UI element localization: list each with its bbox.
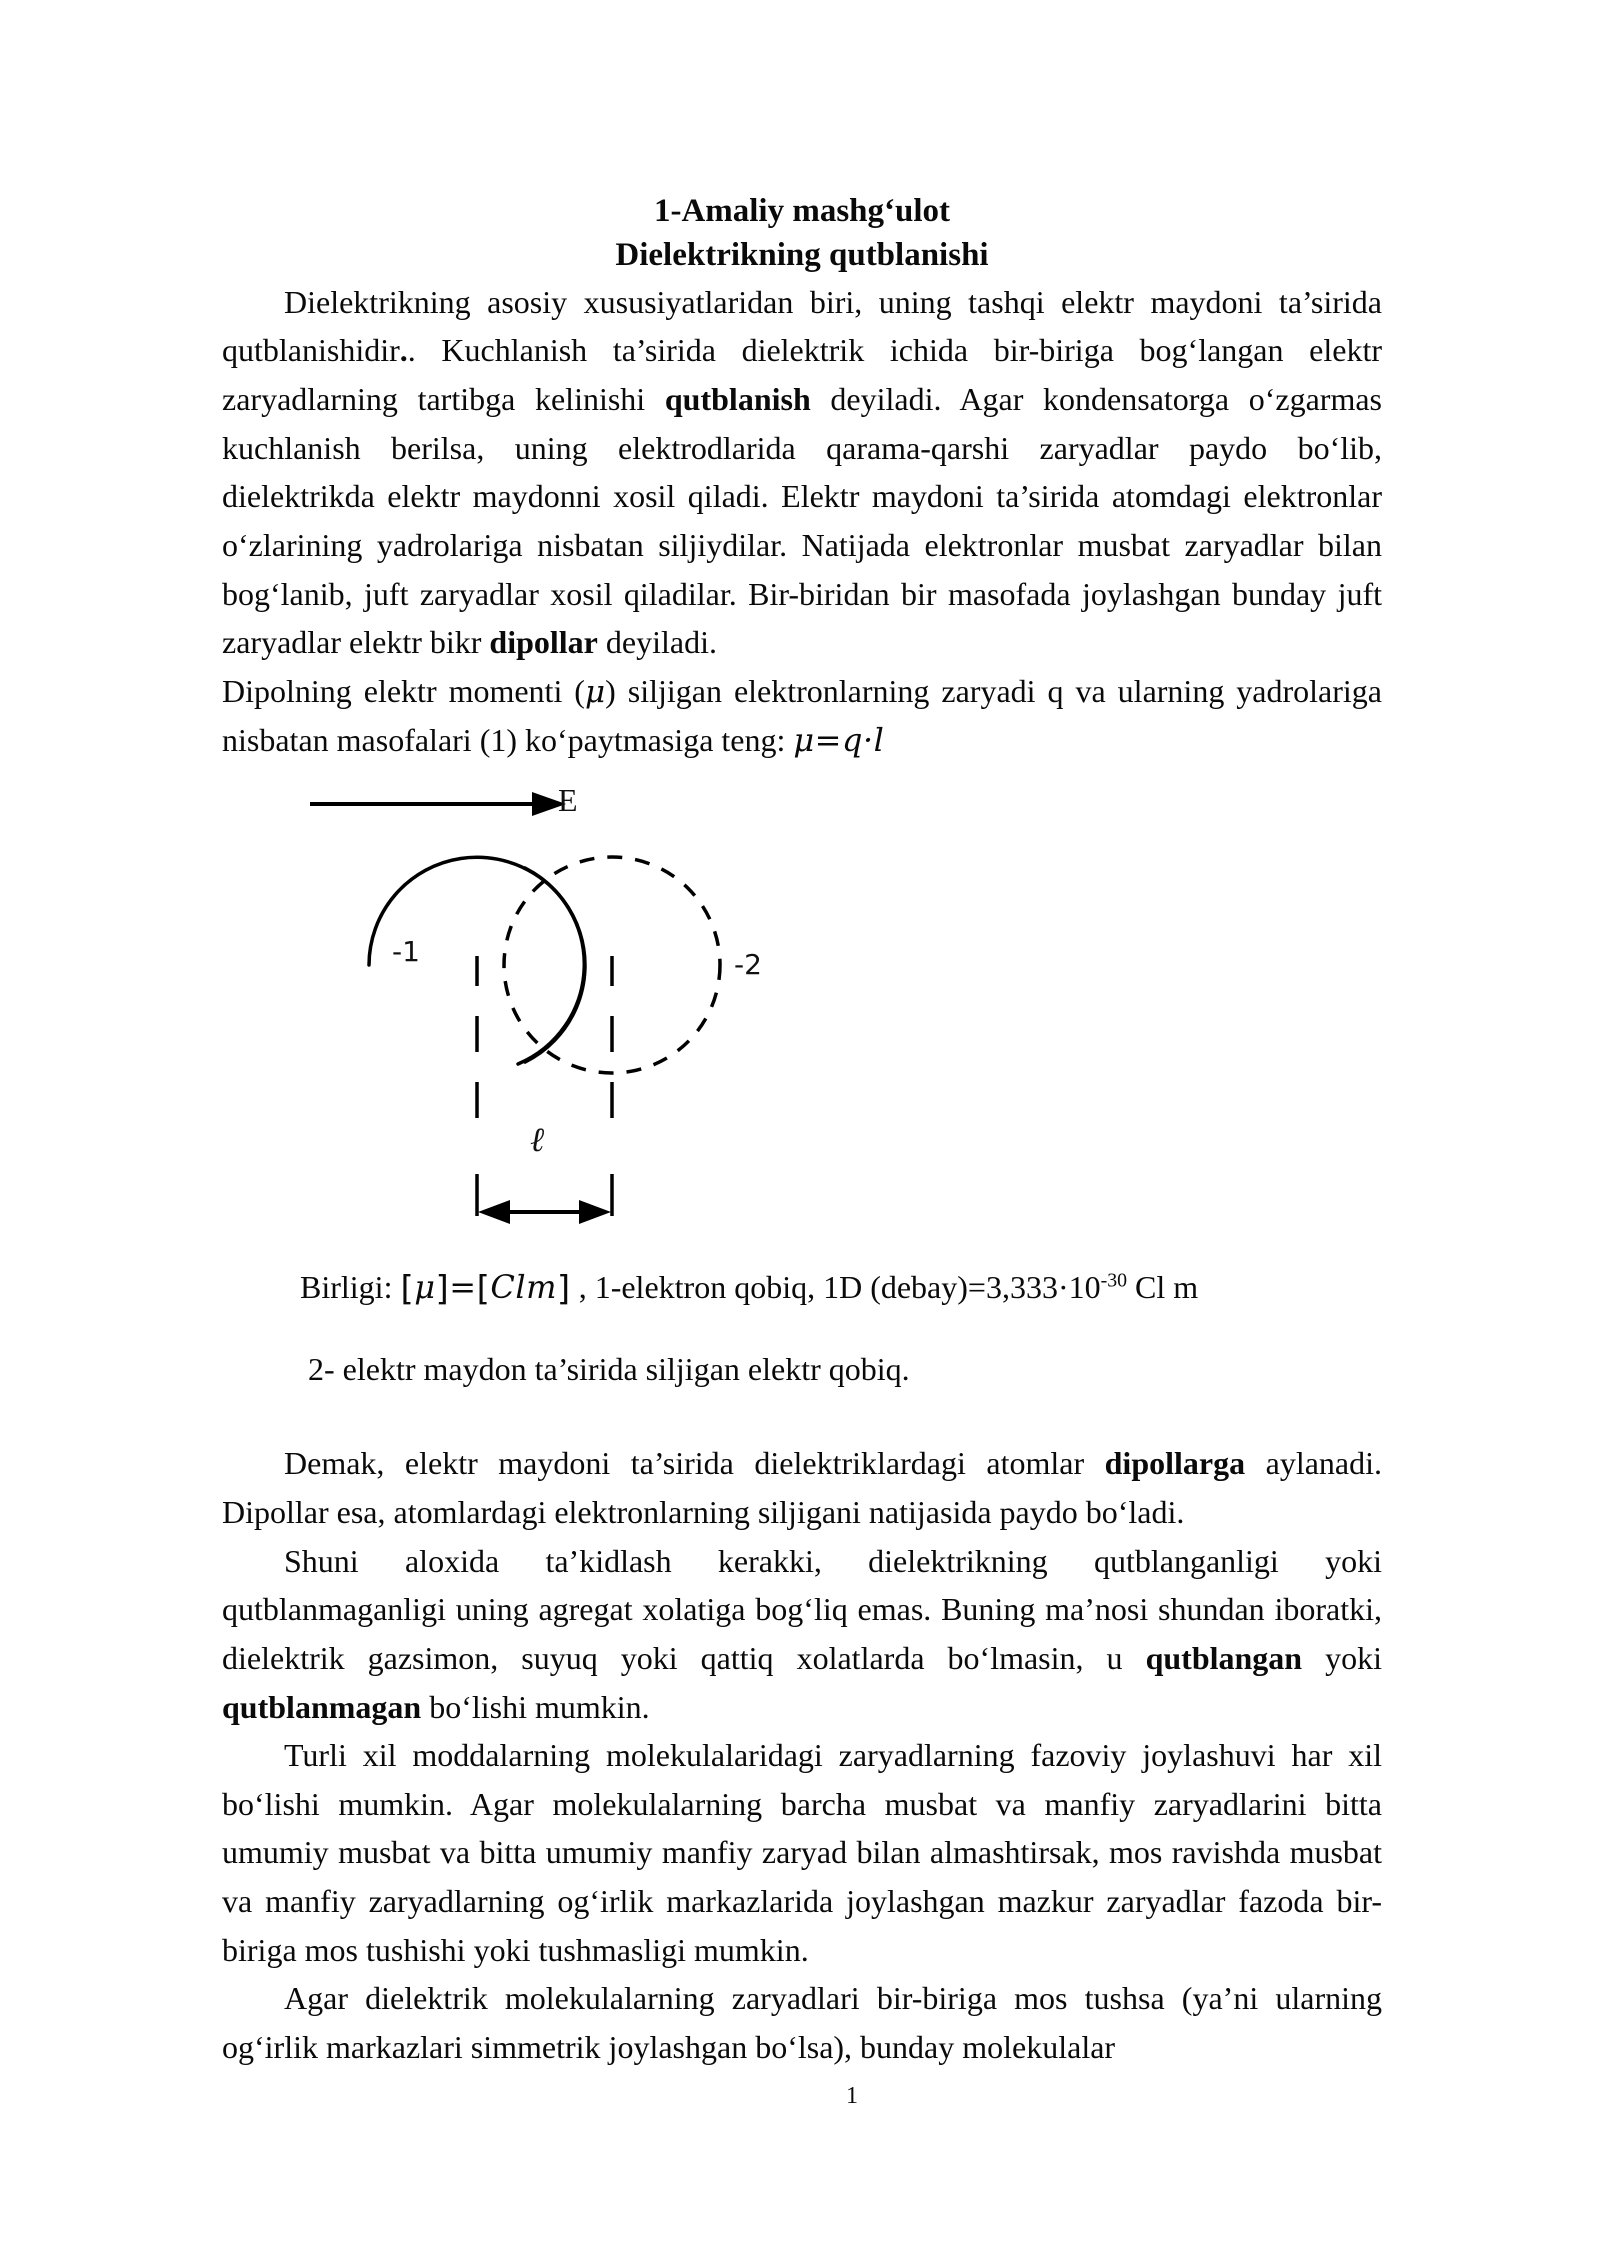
paragraph-agar-dielektrik: Agar dielektrik molekulalarning zaryadlari bir-biriga mos tushsa (ya’ni ularning og‘irlik markazlari simmetrik joylashgan bo‘lsa), bunday molekulalar — [222, 1980, 1382, 2065]
distance-label-ell: ℓ — [530, 1120, 545, 1161]
formula-mu-equals-ql: μ=q·l — [793, 720, 885, 759]
units-dot: · — [1057, 1269, 1069, 1306]
p1-text-c: deyiladi. Agar kondensatorga o‘zgarmas kuchlanish berilsa, uning elektrodlarida qarama-qarshi zaryadlar paydo bo‘lib, dielektrikda elektr maydonni xosil qiladi. Elektr maydoni ta’sirida atomdagi elektronlar o‘zlarining yadrolariga nisbatan siljiydilar. Natijada elektronlar musbat zaryadlar bilan bog‘lanib, juft zaryadlar xosil qiladilar. Bir-biridan bir masofada joylashgan bunday juft zaryadlar elektr bikr — [222, 381, 1383, 661]
units-ten: 10 — [1068, 1269, 1101, 1306]
p2-text-b: ) siljigan elektronlarning zaryadi q va ularning yadrolariga nisbatan masofalari (1) ko‘paytmasiga teng: — [222, 672, 1383, 758]
paragraph-dipole-moment — [222, 667, 1382, 765]
units-prefix: Birligi: — [300, 1269, 401, 1306]
p1-text-a: Dielektrikning asosiy xususiyatlaridan biri, uning tashqi elektr maydoni ta’sirida qutblanishidir — [222, 283, 1382, 369]
spacer — [222, 1393, 1382, 1439]
p1-text-d: deyiladi. — [597, 624, 717, 661]
drop-lines — [477, 1016, 612, 1118]
p3-bold-dipollarga: dipollarga — [1104, 1445, 1246, 1482]
distance-dimension-arrow — [477, 1174, 612, 1224]
field-arrow — [310, 792, 566, 816]
dipole-figure-svg — [222, 770, 1382, 1245]
bracket-close-2: ] — [556, 1269, 571, 1310]
p4-bold-qutblangan: qutblangan — [1145, 1639, 1303, 1676]
bracket-open-1: [ — [400, 1269, 415, 1310]
p1-period-bold: . — [399, 332, 408, 369]
shell-2-label: -2 — [734, 948, 762, 982]
units-suffix: , 1-elektron qobiq, 1D (debay)=3,333 — [570, 1269, 1058, 1306]
field-label-E: E — [558, 782, 578, 819]
p3-text-b: aylanadi. Dipollar esa, atomlardagi elektronlarning siljigani natijasida paydo bo‘ladi. — [222, 1445, 1383, 1531]
paragraph-demak — [222, 1439, 1382, 1536]
title-line-1: 1-Amaliy mashg‘ulot — [653, 193, 951, 229]
page-title — [222, 190, 1382, 278]
units-line — [222, 1263, 1382, 1315]
shell-1-label: -1 — [392, 935, 420, 969]
page-footer — [0, 2083, 1600, 2110]
paragraph-intro — [222, 278, 1382, 667]
p4-text-c: bo‘lishi mumkin. — [421, 1688, 650, 1725]
p2-text-a: Dipolning elektr momenti ( — [222, 672, 585, 709]
p1-text-b: . Kuchlanish ta’sirida dielektrik ichida bir-biriga bog‘langan elektr zaryadlarning tartibga kelinishi — [222, 332, 1382, 417]
units-exponent: -30 — [1100, 1269, 1128, 1292]
paragraph-turli-xil: Turli xil moddalarning molekulalaridagi zaryadlarning fazoviy joylashuvi har xil bo‘lishi mumkin. Agar molekulalarning barcha musbat va manfiy zaryadlarini bitta umumiy musbat va bitta umumiy manfiy zaryad bilan almashtirsak, mos ravishda musbat va manfiy zaryadlarning og‘irlik markazlarida joylashgan mazkur zaryadlar fazoda bir-biriga mos tushishi yoki tushmasligi mumkin. — [222, 1737, 1382, 1968]
paragraph-shuni — [222, 1537, 1382, 1732]
p4-text-b: yoki — [1302, 1639, 1383, 1676]
units-tail: Cl m — [1127, 1269, 1199, 1306]
bracket-open-2: [ — [476, 1269, 491, 1310]
bracket-close-1: ] — [435, 1269, 450, 1310]
units-mu: μ — [414, 1268, 436, 1307]
units-clm: Clm — [490, 1268, 557, 1307]
units-formula — [400, 1268, 571, 1310]
units-equals: = — [449, 1268, 477, 1307]
p4-bold-qutblanmagan: qutblanmagan — [222, 1688, 422, 1725]
mu-symbol-inline: μ — [584, 673, 606, 710]
page-content — [222, 190, 1382, 2072]
p4-text-a: Shuni aloxida ta’kidlash kerakki, dielektrikning qutblanganligi yoki qutblanmaganligi uning agregat xolatiga bog‘liq emas. Buning ma’nosi shundan iboratki, dielektrik gazsimon, suyuq yoki qattiq xolatlarda bo‘lmasin, u — [222, 1542, 1382, 1676]
page-number: 1 — [846, 2083, 858, 2109]
p1-bold-dipollar: dipollar — [489, 624, 598, 661]
p3-text-a: Demak, elektr maydoni ta’sirida dielektriklardagi atomlar — [284, 1445, 1105, 1482]
title-line-2: Dielektrikning qutblanishi — [615, 236, 989, 273]
dipole-figure — [222, 770, 1382, 1245]
p1-bold-qutblanish: qutblanish — [664, 381, 811, 417]
figure-caption-2: 2- elektr maydon ta’sirida siljigan elektr qobiq. — [308, 1351, 910, 1388]
